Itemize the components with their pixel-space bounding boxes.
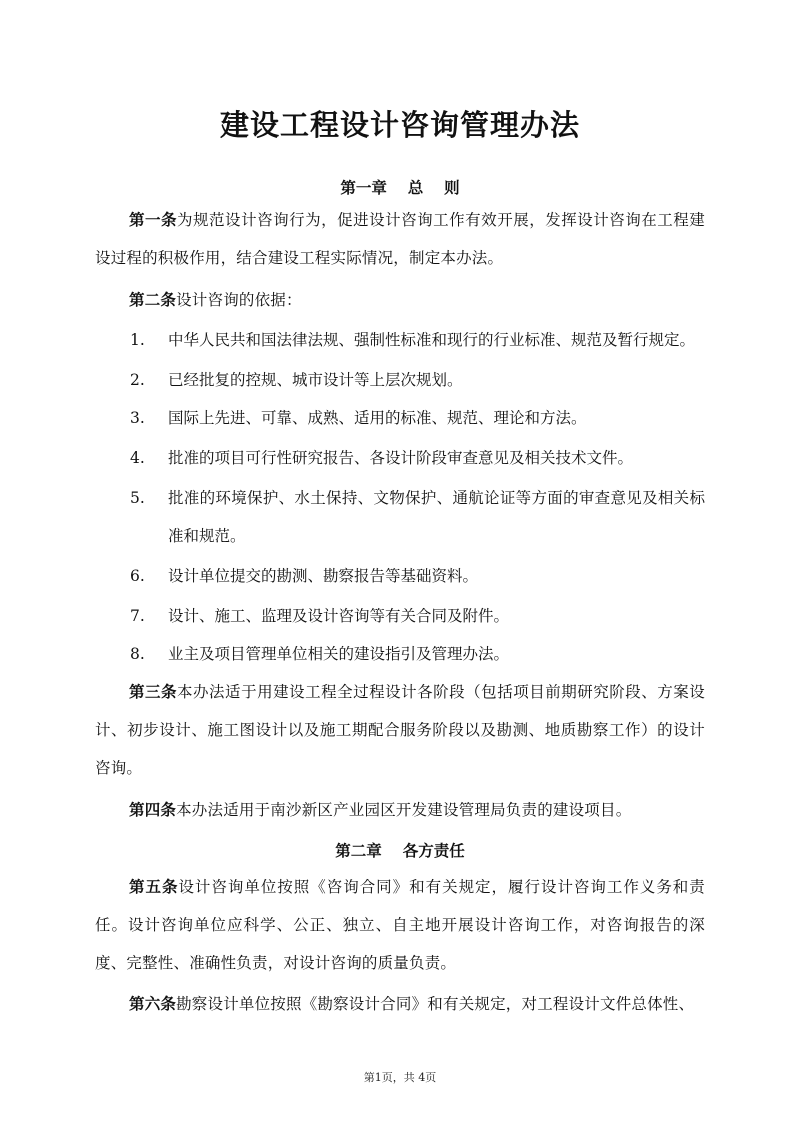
article-1-heading: 第一条 [129,210,178,229]
article-3-text: 本办法适于用建设工程全过程设计各阶段（包括项目前期研究阶段、方案设计、初步设计、施工图设计以及施工期配合服务阶段以及勘测、地质勘察工作）的设计咨询。 [95,683,705,777]
article-5-heading: 第五条 [129,877,179,896]
list-item-text: 已经批复的控规、城市设计等上层次规划。 [168,371,463,389]
list-item [130,597,705,635]
list-item-number: 3. [130,409,145,427]
list-item-text: 国际上先进、可靠、成熟、适用的标准、规范、理论和方法。 [168,409,587,427]
article-6-text: 勘察设计单位按照《勘察设计合同》和有关规定，对工程设计文件总体性、 [176,995,695,1013]
article-4 [95,791,705,829]
article-5-text: 设计咨询单位按照《咨询合同》和有关规定，履行设计咨询工作义务和责任。设计咨询单位应科学、公正、独立、自主地开展设计咨询工作，对咨询报告的深度、完整性、准确性负责，对设计咨询的质量负责。 [95,878,705,972]
list-item-number: 1. [130,331,145,349]
list-item [130,361,705,399]
list-item [130,321,705,359]
list-item-text: 批准的项目可行性研究报告、各设计阶段审查意见及相关技术文件。 [168,449,634,467]
list-item-text: 中华人民共和国法律法规、强制性标准和现行的行业标准、规范及暂行规定。 [168,331,696,349]
chapter-heading-2: 第二章 各方责任 [335,841,465,860]
document-title: 建设工程设计咨询管理办法 [219,108,580,142]
list-item-number: 6. [130,567,145,585]
article-6-heading: 第六条 [129,994,177,1013]
list-item-number: 8. [130,645,145,663]
chapter-heading-1: 第一章 总 则 [340,178,460,197]
article-4-text: 本办法适用于南沙新区产业园区开发建设管理局负责的建设项目。 [176,801,632,819]
article-6 [95,985,705,1023]
page-footer: 第1页，共 4页 [363,1071,437,1084]
list-item-text: 设计、施工、监理及设计咨询等有关合同及附件。 [168,607,510,625]
list-item [130,557,705,595]
list-item [130,399,705,437]
list-item-text: 设计单位提交的勘测、勘察报告等基础资料。 [168,567,479,585]
list-item-number: 5. [130,489,145,507]
article-1-text: 为规范设计咨询行为，促进设计咨询工作有效开展，发挥设计咨询在工程建设过程的积极作用，结合建设工程实际情况，制定本办法。 [95,211,705,267]
article-3-heading: 第三条 [129,682,178,701]
article-4-heading: 第四条 [129,800,177,819]
article-3 [95,673,705,787]
list-item-number: 4. [130,449,145,467]
list-item-text: 批准的环境保护、水土保持、文物保护、通航论证等方面的审查意见及相关标准和规范。 [168,489,705,545]
article-2-heading: 第二条 [129,290,177,309]
article-5 [95,868,705,982]
list-item-text: 业主及项目管理单位相关的建设指引及管理办法。 [168,645,510,663]
list-item [130,439,705,477]
list-item-number: 7. [130,607,145,625]
list-item [130,479,705,555]
article-1 [95,201,705,277]
list-item-number: 2. [130,371,145,389]
article-2-text: 设计咨询的依据： [176,291,302,309]
article-2 [95,281,705,319]
list-item [130,635,705,673]
